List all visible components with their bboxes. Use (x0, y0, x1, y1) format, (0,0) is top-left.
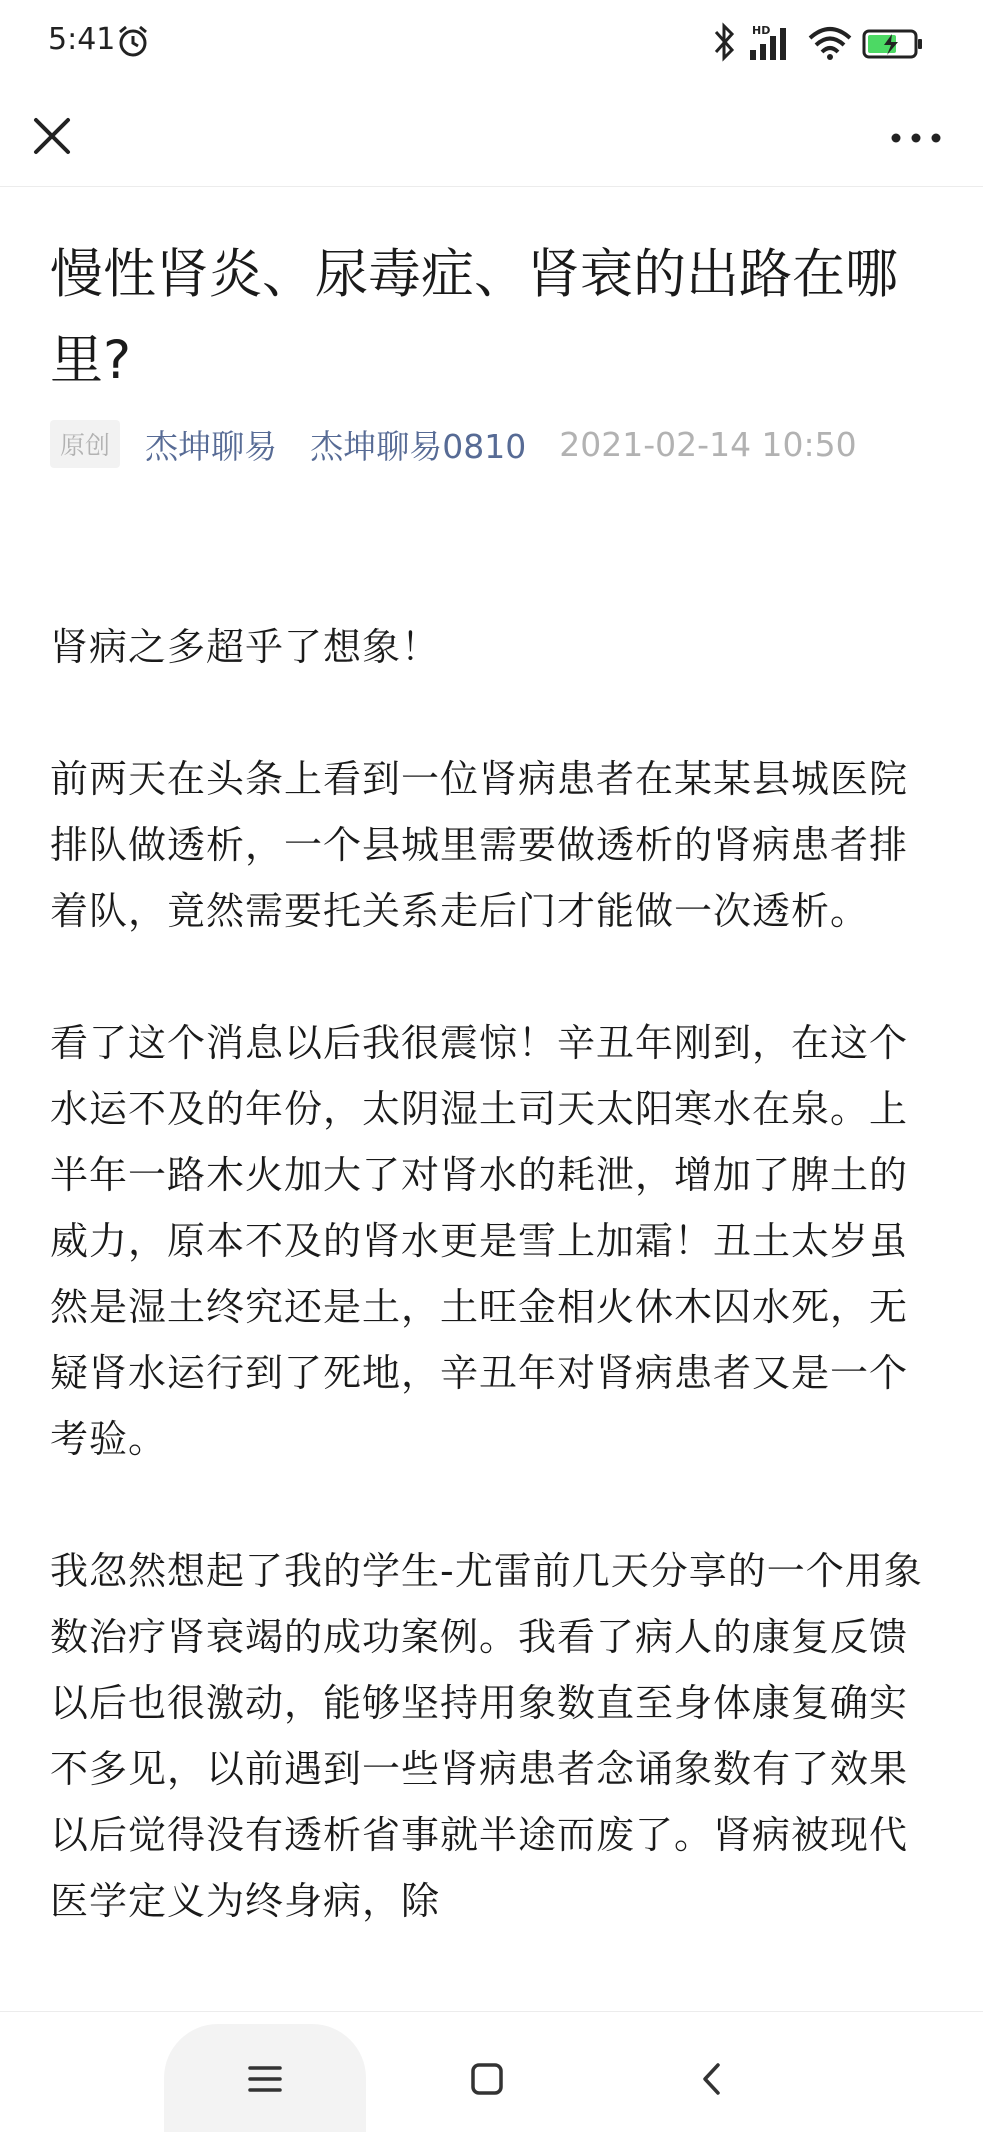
original-badge: 原创 (50, 420, 120, 468)
close-icon[interactable] (24, 106, 80, 162)
menu-icon[interactable] (248, 2064, 282, 2094)
paragraph: 前两天在头条上看到一位肾病患者在某某县城医院排队做透析，一个县城里需要做透析的肾病患者排着队，竟然需要托关系走后门才能做一次透析。 (50, 757, 909, 933)
status-bar (0, 0, 983, 88)
paragraph: 肾病之多超乎了想象！ (50, 625, 441, 669)
back-icon[interactable] (700, 2062, 724, 2096)
paragraph: 我忽然想起了我的学生-尤雷前几天分享的一个用象数治疗肾衰竭的成功案例。我看了病人的康复反馈以后也很激动，能够坚持用象数直至身体康复确实不多见，以前遇到一些肾病患者念诵象数有了效果以后觉得没有透析省事就半途而废了。肾病被现代医学定义为终身病，除 (50, 1549, 923, 1923)
account-link[interactable]: 杰坤聊易0810 (310, 426, 527, 466)
article-body (50, 614, 940, 2000)
bluetooth-icon (712, 22, 736, 62)
publish-time: 2021-02-14 10:50 (559, 424, 857, 464)
author-link[interactable]: 杰坤聊易 (145, 426, 278, 466)
status-time: 5:41 (48, 22, 116, 57)
hd-label: HD (752, 24, 771, 37)
home-icon[interactable] (470, 2062, 504, 2096)
article-title: 慢性肾炎、尿毒症、肾衰的出路在哪里? (50, 244, 898, 391)
more-icon[interactable] (886, 106, 946, 162)
paragraph: 看了这个消息以后我很震惊！辛丑年刚到，在这个水运不及的年份，太阴湿土司天太阳寒水在泉。上半年一路木火加大了对肾水的耗泄，增加了脾土的威力，原本不及的肾水更是雪上加霜！丑土太岁虽然是湿土终究还是土，土旺金相火休木囚水死，无疑肾水运行到了死地，辛丑年对肾病患者又是一个考验。 (50, 1021, 909, 1461)
nav-bar (0, 88, 983, 187)
system-nav-bar (0, 2011, 983, 2132)
alarm-icon (116, 24, 150, 58)
article-meta (50, 420, 950, 470)
battery-charging-icon (862, 28, 924, 60)
wifi-icon (808, 26, 852, 60)
